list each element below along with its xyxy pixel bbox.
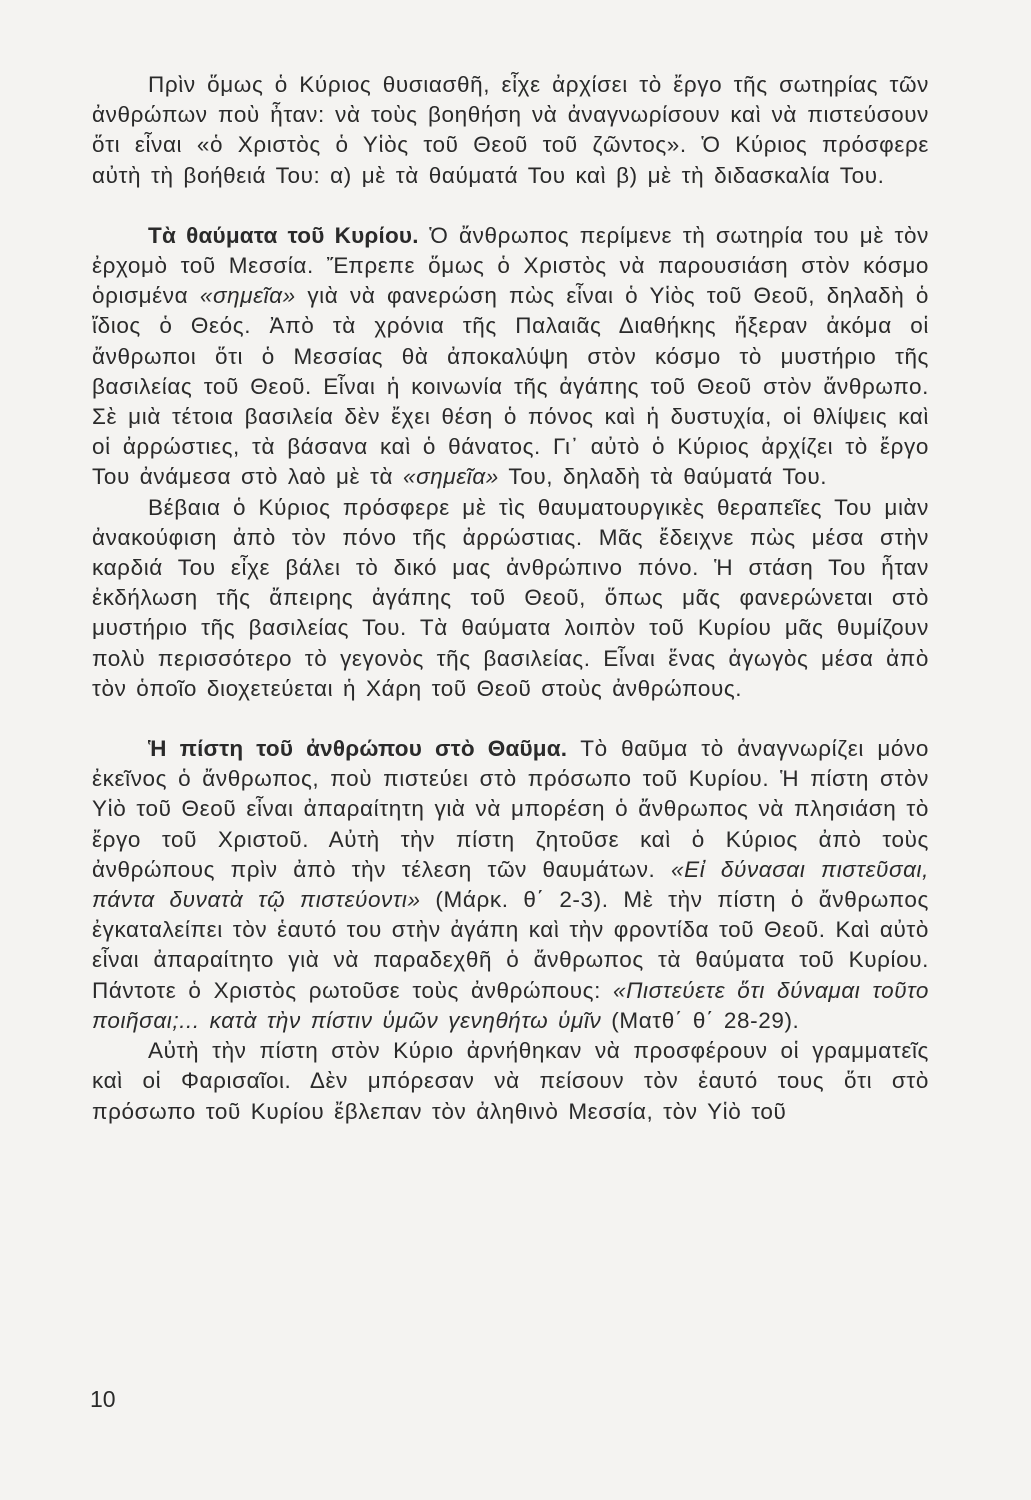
emphasis-quote: «σημεῖα» (402, 464, 499, 490)
paragraph-miracles (92, 221, 929, 493)
emphasis-quote: «σημεῖα» (199, 283, 296, 309)
page-number: 10 (90, 1386, 116, 1412)
paragraph-healing (92, 493, 929, 704)
paragraph-intro (92, 70, 929, 191)
paragraph-faith (92, 734, 929, 1036)
paragraph-text: (Ματθ΄ θ΄ 28-29). (601, 1007, 800, 1033)
paragraph-text: Του, δηλαδὴ τὰ θαύματά Του. (498, 464, 828, 490)
paragraph-text: Αὐτὴ τὴν πίστη στὸν Κύριο ἀρνήθηκαν νὰ προσφέρουν οἱ γραμματεῖς καὶ οἱ Φαρισαῖοι. Δὲν μπόρεσαν νὰ πείσουν τὸν ἑαυτό τους ὅτι στὸ πρόσωπο τοῦ Κυρίου ἔβλεπαν τὸν ἀληθινὸ Μεσσία, τὸν Υἱὸ τοῦ (92, 1038, 929, 1124)
paragraph-pharisees (92, 1036, 929, 1127)
paragraph-text: Ὁ ἄνθρωπος περίμενε τὴ σωτηρία του μὲ τὸν ἐρχομὸ τοῦ Μεσσία. Ἔπρεπε ὅμως ὁ Χριστὸς νὰ παρουσιάση στὸν κόσμο ὁρισμένα (92, 222, 929, 309)
paragraph-text: Τὸ θαῦμα τὸ ἀναγνωρίζει μόνο ἐκεῖνος ὁ ἄνθρωπος, ποὺ πιστεύει στὸ πρόσωπο τοῦ Κυρίου. Ἡ πίστη στὸν Υἱὸ τοῦ Θεοῦ εἶναι ἀπαραίτητη γιὰ νὰ μπορέση ὁ ἄνθρωπος νὰ πλησιάση τὸ ἔργο τοῦ Χριστοῦ. Αὐτὴ τὴν πίστη ζητοῦσε καὶ ὁ Κύριος ἀπὸ τοὺς ἀνθρώπους πρὶν ἀπὸ τὴν τέλεση τῶν θαυμάτων. (92, 736, 930, 882)
section-heading-miracles: Τὰ θαύματα τοῦ Κυρίου. (148, 222, 419, 248)
section-heading-faith: Ἡ πίστη τοῦ ἀνθρώπου στὸ Θαῦμα. (148, 736, 568, 762)
scripture-quote: «Εἰ δύνασαι πιστεῦσαι, πάντα δυνατὰ τῷ πιστεύοντι» (92, 856, 929, 913)
paragraph-text: (Μάρκ. θ΄ 2-3). Μὲ τὴν πίστη ὁ ἄνθρωπος ἐγκαταλείπει τὸν ἑαυτό του στὴν ἀγάπη καὶ τὴν φροντίδα τοῦ Θεοῦ. Καὶ αὐτὸ εἶναι ἀπαραίτητο γιὰ νὰ παραδεχθῆ ὁ ἄνθρωπος τὰ θαύματα τοῦ Κυρίου. Πάντοτε ὁ Χριστὸς ρωτοῦσε τοὺς ἀνθρώπους: (92, 887, 929, 1003)
paragraph-text: γιὰ νὰ φανερώση πὼς εἶναι ὁ Υἱὸς τοῦ Θεοῦ, δηλαδὴ ὁ ἴδιος ὁ Θεός. Ἀπὸ τὰ χρόνια τῆς Παλαιᾶς Διαθήκης ἤξεραν ἀκόμα οἱ ἄνθρωποι ὅτι ὁ Μεσσίας θὰ ἀποκαλύψη στὸν κόσμο τὸ μυστήριο τῆς βασιλείας τοῦ Θεοῦ. Εἶναι ἡ κοινωνία τῆς ἀγάπης τοῦ Θεοῦ στὸν ἄνθρωπο. Σὲ μιὰ τέτοια βασιλεία δὲν ἔχει θέση ὁ πόνος καὶ ἡ δυστυχία, οἱ θλίψεις καὶ οἱ ἀρρώστιες, τὰ βάσανα καὶ ὁ θάνατος. Γι᾽ αὐτὸ ὁ Κύριος ἀρχίζει τὸ ἔργο Του ἀνάμεσα στὸ λαὸ μὲ τὰ (92, 283, 929, 490)
paragraph-text: Βέβαια ὁ Κύριος πρόσφερε μὲ τὶς θαυματουργικὲς θεραπεῖες Του μιὰν ἀνακούφιση ἀπὸ τὸν πόνο τῆς ἀρρώστιας. Μᾶς ἔδειχνε πὼς μέσα στὴν καρδιά Του εἶχε βάλει τὸ δικό μας ἀνθρώπινο πόνο. Ἡ στάση Του ἦταν ἐκδήλωση τῆς ἄπειρης ἀγάπης τοῦ Θεοῦ, ὅπως μᾶς φανερώνεται στὸ μυστήριο τῆς βασιλείας Του. Τὰ θαύματα λοιπὸν τοῦ Κυρίου μᾶς θυμίζουν πολὺ περισσότερο τὸ γεγονὸς τῆς βασιλείας. Εἶναι ἕνας ἀγωγὸς μέσα ἀπὸ τὸν ὁποῖο διοχετεύεται ἡ Χάρη τοῦ Θεοῦ στοὺς ἀνθρώπους. (92, 494, 929, 701)
scripture-quote: «Πιστεύετε ὅτι δύναμαι τοῦτο ποιῆσαι;... κατὰ τὴν πίστιν ὑμῶν γενηθήτω ὑμῖν (92, 977, 929, 1033)
paragraph-text: Πρὶν ὅμως ὁ Κύριος θυσιασθῆ, εἶχε ἀρχίσει τὸ ἔργο τῆς σωτηρίας τῶν ἀνθρώπων ποὺ ἦταν: νὰ τοὺς βοηθήση νὰ ἀναγνωρίσουν καὶ νὰ πιστεύσουν ὅτι εἶναι «ὁ Χριστὸς ὁ Υἱὸς τοῦ Θεοῦ τοῦ ζῶντος». Ὁ Κύριος πρόσφερε αὐτὴ τὴ βοήθειά Του: α) μὲ τὰ θαύματά Του καὶ β) μὲ τὴ διδασκαλία Του. (92, 72, 929, 188)
